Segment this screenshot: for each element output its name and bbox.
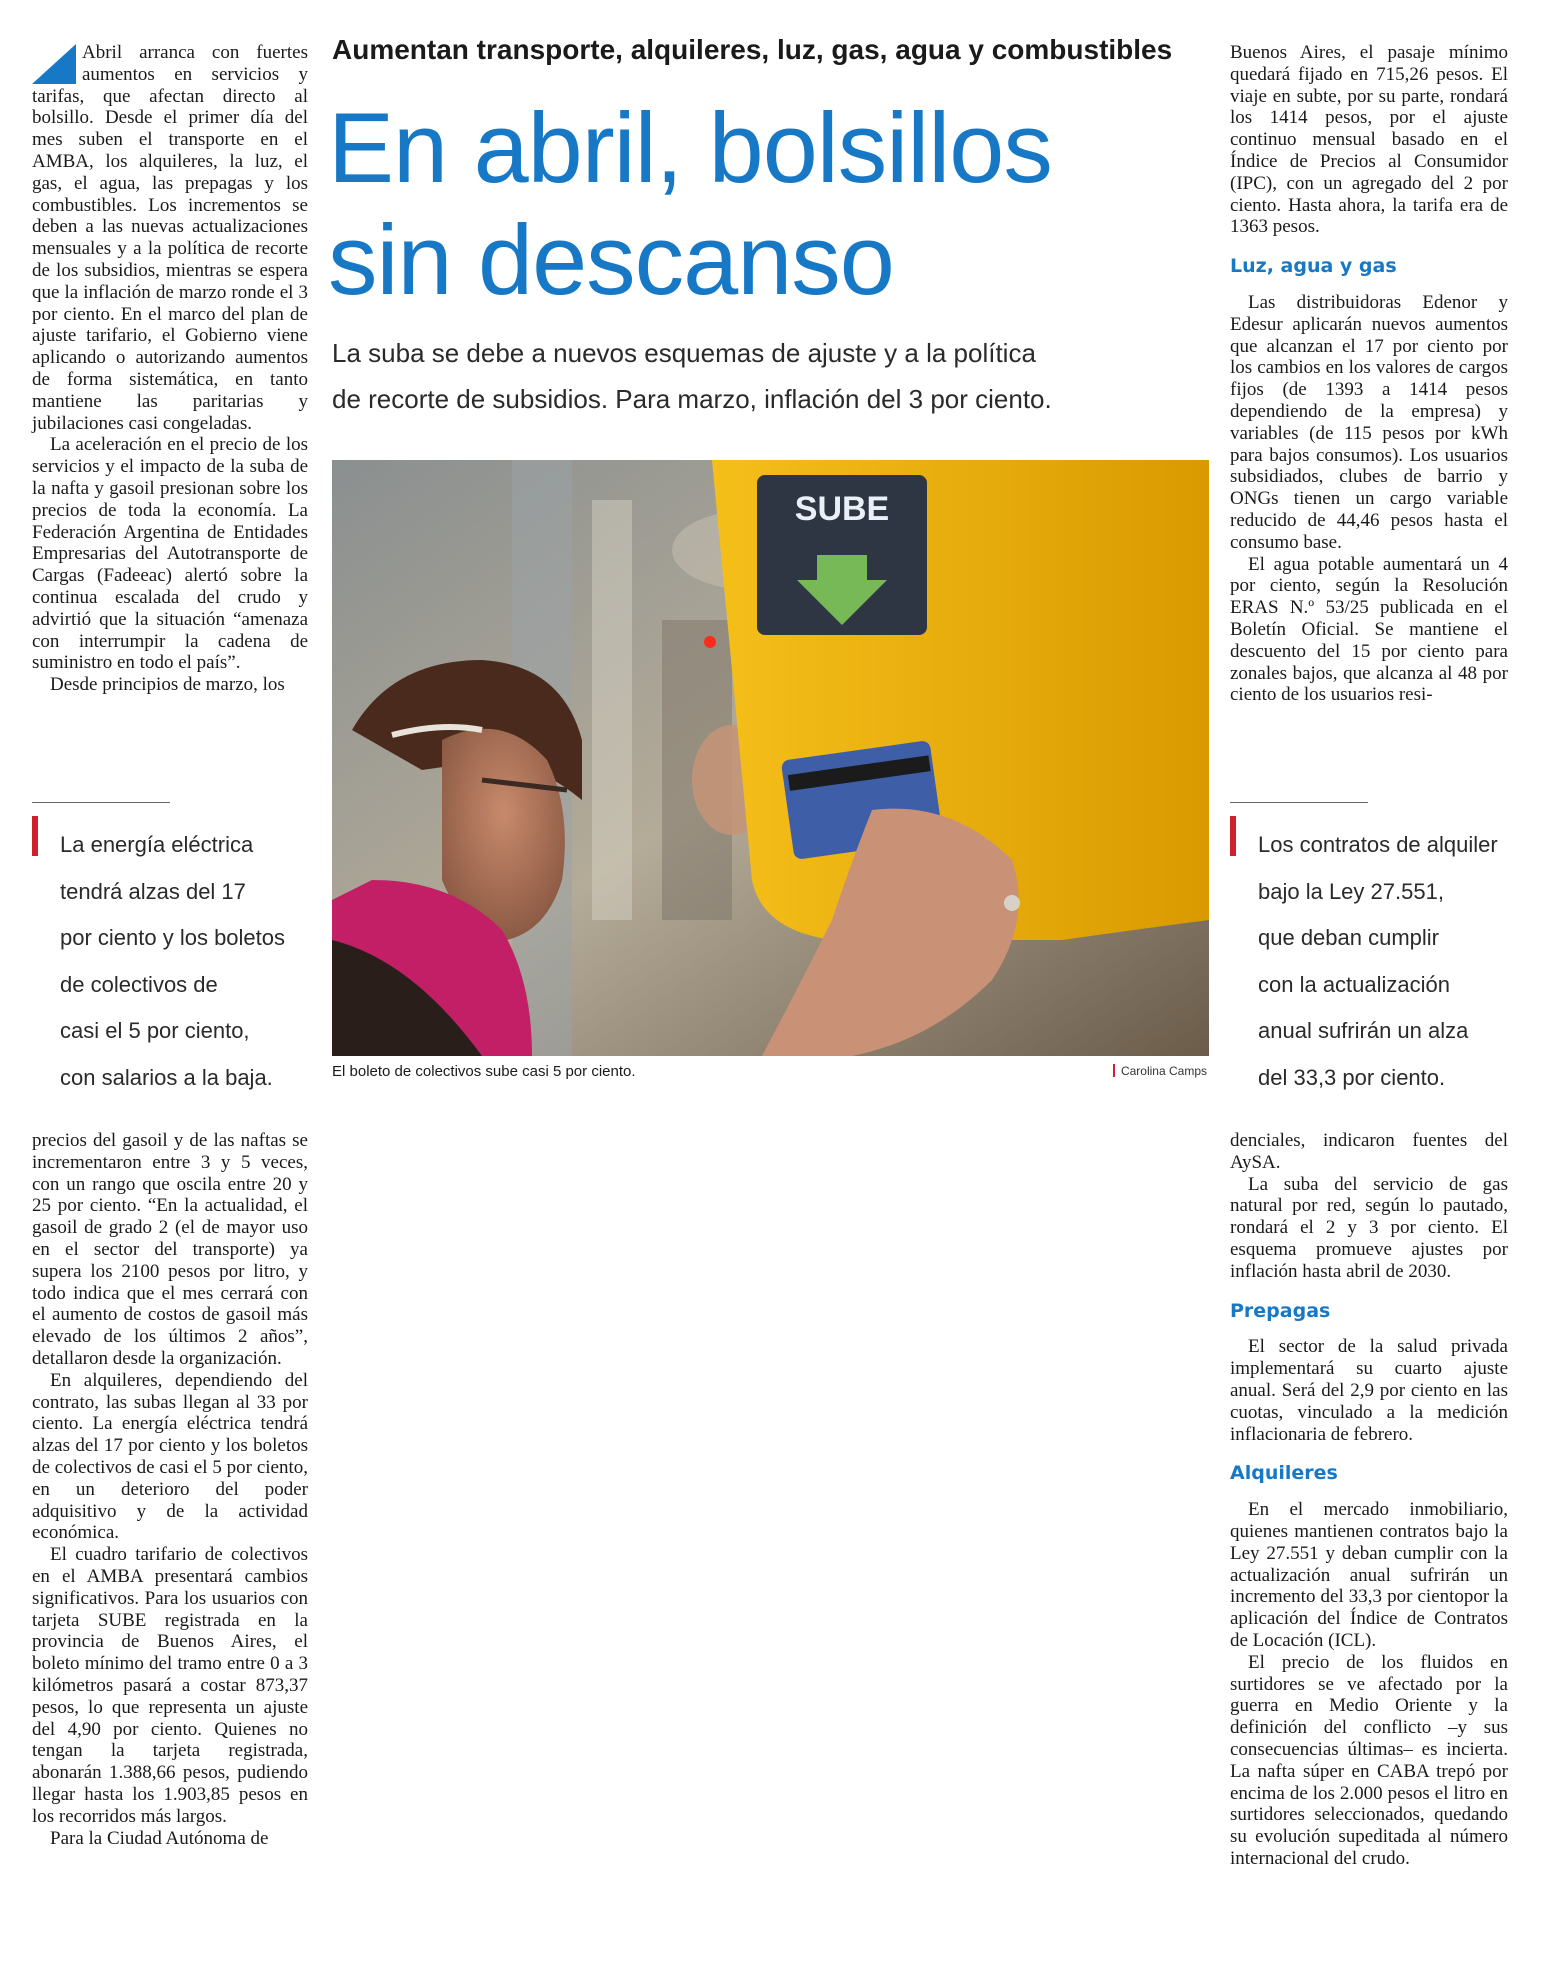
pull-quote-text [1258,822,1508,1101]
pull-quote-right [1230,802,1530,1102]
paragraph: El agua potable aumentará un 4 por ciento, según la Resolución ERAS N.º 53/25 publicada en el Boletín Oficial. Se mantiene el descuento del 15 por ciento para zonales bajos, que alcanza al 48 por ciento de los usuarios resi- [1230,553,1508,706]
subhead-alquileres: Alquileres [1230,1462,1338,1485]
subhead-prepagas: Prepagas [1230,1299,1331,1322]
pull-quote-line: tendrá alzas del 17 [60,878,246,904]
caption-text: El boleto de colectivos sube casi 5 por ciento. [332,1063,636,1080]
paragraph: La aceleración en el precio de los servicios y el impacto de la suba de la nafta y gasoil presionan sobre los precios de toda la economía. La Federación Argentina de Entidades Empresarias del Autotransporte de Cargas (Fadeeac) alertó sobre la continua escalada del crudo y advirtió que la situación “amenaza con interrumpir la cadena de suministro en todo el país”. [32,434,308,674]
article-column-right-bottom [1230,1130,1508,1870]
photo-caption [332,1063,1209,1085]
article-deck [332,330,1212,422]
article-column-left-bottom [32,1130,308,1849]
pull-quote-line: Los contratos de alquiler [1258,832,1498,857]
paragraph: Abril arranca con fuertes aumentos en servicios y tarifas, que afectan directo al bolsillo. Desde el primer día del mes suben el transporte en el AMBA, los alquileres, la luz, el gas, el agua, las prepagas y los combustibles. Los incrementos se deben a las nuevas actualizaciones mensuales y a la política de recorte de los subsidios, mientras se espera que la inflación de marzo ronde el 3 por ciento. En el marco del plan de ajuste tarifario, el Gobierno viene aplicando o autorizando aumentos de forma sistemática, en tanto mantiene las paritarias y jubilaciones casi congeladas. [32,42,308,434]
photo-credit: Carolina Camps [1113,1064,1207,1078]
article-headline [328,92,1208,316]
pull-quote-line: anual sufrirán un alza [1258,1018,1469,1043]
pull-quote-line: de colectivos de [60,971,218,997]
article-column-right-top [1230,42,1508,706]
deck-line: La suba se debe a nuevos esquemas de ajuste y a la política [332,338,1036,368]
opening-triangle-mark [32,44,76,84]
pull-quote-line: casi el 5 por ciento, [60,1018,250,1043]
pull-quote-text [60,822,310,1101]
article-column-left-top [32,42,308,696]
paragraph: denciales, indicaron fuentes del AySA. [1230,1130,1508,1173]
paragraph: precios del gasoil y de las naftas se incrementaron entre 3 y 5 veces, con un rango que oscila entre 20 y 25 por ciento. “En la actualidad, el gasoil de grado 2 (el de mayor uso en el sector del transporte) ya supera los 2100 pesos por litro, y todo indica que el mes cerrará con el aumento de costos de gasoil más elevado de los últimos 2 años”, detallaron desde la organización. [32,1130,308,1369]
subhead-luz-agua-gas: Luz, agua y gas [1230,255,1397,278]
pull-quote-line: bajo la Ley 27.551, [1258,878,1444,904]
pull-quote-rule [1230,802,1368,803]
paragraph: La suba del servicio de gas natural por red, según lo pautado, rondará el 2 y 3 por ciento. El esquema promueve ajustes por inflación hasta abril de 2030. [1230,1173,1508,1282]
deck-line: de recorte de subsidios. Para marzo, inflación del 3 por ciento. [332,384,1052,414]
article-photo [332,460,1209,1056]
headline-line: En abril, bolsillos [328,92,1052,203]
pull-quote-line: por ciento y los boletos [60,925,286,950]
article-kicker: Aumentan transporte, alquileres, luz, gas, agua y combustibles [332,34,1173,65]
paragraph: Las distribuidoras Edenor y Edesur aplicarán nuevos aumentos que alcanzan el 17 por ciento por los cambios en los valores de cargos fijos (de 1393 a 1414 pesos dependiendo de la empresa) y variables (de 115 pesos por kWh para bajos consumos). Los usuarios subsidiados, clubes de barrio y ONGs tienen un cargo variable reducido de 44,46 pesos hasta el consumo base. [1230,291,1508,553]
headline-line: sin descanso [328,204,894,315]
pull-quote-line: del 33,3 por ciento. [1258,1064,1446,1090]
paragraph: El sector de la salud privada implementará su cuarto ajuste anual. Será del 2,9 por ciento en las cuotas, vinculado a la medición inflacionaria de febrero. [1230,1336,1508,1445]
paragraph: El cuadro tarifario de colectivos en el AMBA presentará cambios significativos. Para los usuarios con tarjeta SUBE registrada en la provincia de Buenos Aires, el boleto mínimo del tramo entre 0 a 3 kilómetros pasará a costar 873,37 pesos, lo que representa un ajuste del 4,90 por ciento. Quienes no tengan la tarjeta registrada, abonarán 1.388,66 pesos, pudiendo llegar hasta los 1.903,85 pesos en los recorridos más largos. [32,1544,308,1827]
paragraph: Buenos Aires, el pasaje mínimo quedará fijado en 715,26 pesos. El viaje en subte, por su parte, rondará los 1414 pesos, por el ajuste continuo mensual basado en el Índice de Precios al Consumidor (IPC), con un agregado del 2 por ciento. Hasta ahora, la tarifa era de 1363 pesos. [1230,42,1508,238]
paragraph: En alquileres, dependiendo del contrato, las subas llegan al 33 por ciento. La energía eléctrica tendrá alzas del 17 por ciento y los boletos de colectivos de casi el 5 por ciento, en un deterioro del poder adquisitivo y de la actividad económica. [32,1369,308,1544]
pull-quote-line: La energía eléctrica [60,832,254,857]
pull-quote-bar [1230,816,1236,856]
paragraph: Desde principios de marzo, los [50,674,285,696]
pull-quote-line: con salarios a la baja. [60,1064,273,1090]
pull-quote-line: que deban cumplir [1258,925,1440,950]
pull-quote-bar [32,816,38,856]
pull-quote-rule [32,802,170,803]
pull-quote-line: con la actualización [1258,971,1451,997]
paragraph: Para la Ciudad Autónoma de [50,1827,269,1849]
paragraph: En el mercado inmobiliario, quienes mantienen contratos bajo la Ley 27.551 y deban cumplir con la actualización anual sufrirán un incremento del 33,3 por cientopor la aplicación del Índice de Contratos de Locación (ICL). [1230,1499,1508,1651]
paragraph: El precio de los fluidos en surtidores se ve afectado por la guerra en Medio Oriente y la definición del conflicto –y sus consecuencias últimas– es incierta. La nafta súper en CABA trepó por encima de los 2.000 pesos el litro en surtidores seleccionados, quedando su evolución supeditada al número internacional del crudo. [1230,1651,1508,1869]
pull-quote-left [32,802,332,1102]
reader-brand: SUBE [794,490,890,528]
